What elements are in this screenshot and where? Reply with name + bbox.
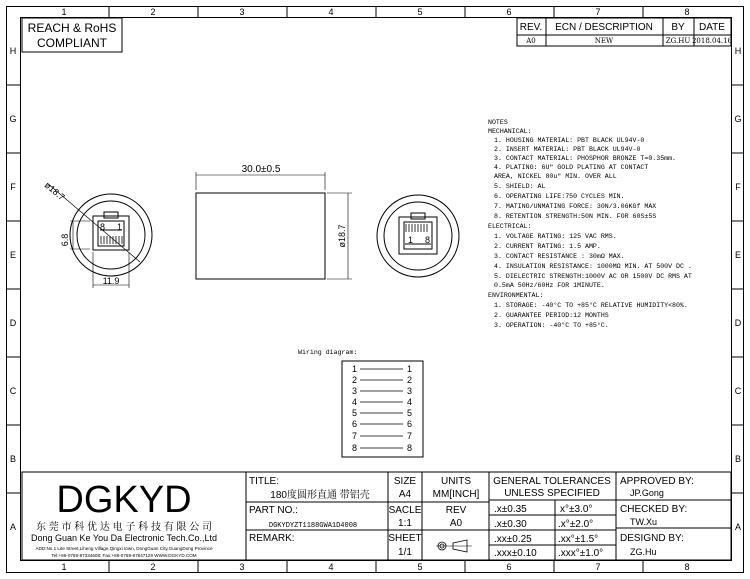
title-label: TITLE: — [249, 476, 280, 487]
tolerance-linear: .x±0.35 — [494, 504, 527, 515]
row-label-right: H — [734, 46, 742, 56]
note-line: AREA, NICKEL 80u" MIN. OVER ALL — [494, 173, 617, 180]
tolerance-angular: .xx°±1.5° — [558, 534, 599, 545]
col-label-bottom: 1 — [61, 562, 67, 572]
note-line: MECHANICAL: — [488, 128, 532, 135]
row-label-right: F — [735, 182, 741, 192]
col-label-top: 3 — [239, 7, 245, 17]
company-name-en: Dong Guan Ke You Da Electronic Tech.Co.,Ltd — [31, 533, 217, 543]
pin-label-left: 8 — [100, 222, 106, 232]
wiring-title: Wiring diagram: — [298, 349, 358, 356]
wire-pin-right: 8 — [407, 443, 413, 453]
projection-symbol-icon — [436, 540, 472, 552]
company-logo: DGKYD — [56, 479, 192, 521]
note-line: 4. INSULATION RESISTANCE: 1000MΩ MIN. AT 500V DC . — [494, 263, 692, 270]
wire-pin-right: 1 — [407, 364, 413, 374]
designed-value: ZG.Hu — [630, 547, 657, 557]
part-label: PART NO.: — [249, 505, 298, 516]
wire-pin-left: 5 — [352, 408, 358, 418]
rev-header: REV. — [519, 22, 543, 33]
date-cell: 2018.04.16 — [691, 37, 733, 45]
tolerance-linear: .xxx±0.10 — [494, 548, 537, 559]
note-line: ENVIRONMENTAL: — [488, 292, 544, 299]
company-name-cn: 东 莞 市 科 优 达 电 子 科 技 有 限 公 司 — [35, 522, 213, 533]
col-label-bottom: 7 — [595, 562, 601, 572]
note-line: 5. SHIELD: AL — [494, 183, 546, 190]
col-label-bottom: 4 — [328, 562, 334, 572]
notes-block — [488, 119, 692, 329]
note-line: 3. CONTACT RESISTANCE : 30mΩ MAX. — [494, 253, 625, 260]
company-address: ADD:No.1 Lite Street,Liheng Village,Qingxi town, DongGuan City,GuangDong Province — [35, 546, 213, 551]
row-label-left: H — [9, 46, 17, 56]
rev-cell: A0 — [526, 37, 536, 45]
col-label-bottom: 3 — [239, 562, 245, 572]
by-cell: ZG.HU — [665, 37, 691, 45]
wire-pin-right: 4 — [407, 397, 413, 407]
compliance-line1: REACH & RoHS — [27, 21, 117, 35]
wire-pin-left: 1 — [352, 364, 358, 374]
approved-value: JP.Gong — [630, 488, 664, 498]
units-value: MM[INCH] — [432, 489, 480, 500]
row-label-right: A — [734, 522, 742, 532]
rev-value: A0 — [449, 518, 463, 529]
row-label-left: F — [10, 182, 16, 192]
tolerance-angular: .x°±2.0° — [558, 519, 594, 530]
front-height-label: 6.8 — [60, 233, 70, 247]
rear-pin-label-left: 1 — [408, 235, 414, 245]
row-label-right: B — [734, 454, 742, 464]
title-block — [22, 472, 731, 560]
tolerance-linear: .x±0.30 — [494, 519, 527, 530]
scale-label: SACLE — [388, 505, 422, 516]
compliance-box — [22, 18, 122, 52]
wire-pin-left: 6 — [352, 419, 358, 429]
tolerance-title: GENERAL TOLERANCES — [493, 476, 611, 487]
col-label-bottom: 6 — [506, 562, 512, 572]
wire-pin-left: 7 — [352, 431, 358, 441]
note-line: 1. VOLTAGE RATING: 125 VAC RMS. — [494, 233, 617, 240]
side-diameter-label: ø18.7 — [337, 224, 347, 248]
approved-label: APPROVED BY: — [620, 476, 694, 487]
title-value: 180度圆形直通 带铝壳 — [270, 490, 370, 501]
note-line: 7. MATING/UNMATING FORCE: 30N/3.06KGf MAX — [494, 203, 657, 210]
wire-pin-right: 2 — [407, 375, 413, 385]
note-line: NOTES — [488, 119, 508, 126]
row-label-left: C — [9, 386, 17, 396]
tolerance-linear: .xx±0.25 — [494, 534, 532, 545]
note-line: ELECTRICAL: — [488, 223, 532, 230]
ecn-header: ECN / DESCRIPTION — [555, 22, 653, 33]
side-length-label: 30.0±0.5 — [241, 164, 281, 175]
note-line: 2. GUARANTEE PERIOD:12 MONTHS — [494, 312, 609, 319]
row-label-left: E — [9, 250, 17, 260]
size-value: A4 — [398, 489, 412, 500]
wire-pin-left: 4 — [352, 397, 358, 407]
tolerance-subtitle: UNLESS SPECIFIED — [504, 488, 600, 499]
note-line: 3. CONTACT MATERIAL: PHOSPHOR BRONZE T=0.35mm. — [494, 155, 677, 162]
date-header: DATE — [699, 22, 725, 33]
col-label-top: 6 — [506, 7, 512, 17]
remark-label: REMARK: — [249, 533, 295, 544]
col-label-top: 5 — [417, 7, 423, 17]
part-value: DGKYDYZT1188GWA1D4008 — [268, 522, 358, 530]
row-label-right: D — [734, 318, 742, 328]
row-label-right: C — [734, 386, 742, 396]
compliance-line2: COMPLIANT — [36, 36, 108, 50]
wire-pin-right: 3 — [407, 386, 413, 396]
col-label-bottom: 2 — [150, 562, 156, 572]
front-diameter-label: ø18.7 — [42, 179, 67, 203]
col-label-bottom: 8 — [684, 562, 690, 572]
row-label-left: D — [9, 318, 17, 328]
col-label-bottom: 5 — [417, 562, 423, 572]
ecn-cell: NEW — [594, 37, 614, 45]
note-line: 3. OPERATION: -40°C TO +85°C. — [494, 322, 609, 329]
checked-value: TW.Xu — [630, 517, 658, 527]
col-label-top: 2 — [150, 7, 156, 17]
wire-pin-right: 6 — [407, 419, 413, 429]
checked-label: CHECKED BY: — [620, 504, 688, 515]
note-line: 6. OPERATING LIFE:750 CYCLES MIN. — [494, 193, 625, 200]
tolerance-angular: x°±3.0° — [560, 504, 593, 515]
rear-view — [377, 195, 459, 277]
revision-table — [517, 18, 733, 46]
company-phone: Tel:+86-0769-87334608; Fax:+86-0769-87847129 WWW.DGKYD.COM — [51, 553, 197, 558]
note-line: 1. STORAGE: -40°C TO +85°C RELATIVE HUMIDITY<80%. — [494, 302, 688, 309]
row-label-left: B — [9, 454, 17, 464]
wire-pin-left: 3 — [352, 386, 358, 396]
note-line: 0.5mA 50Hz/60Hz FOR 1MINUTE. — [494, 282, 605, 289]
note-line: 1. HOUSING MATERIAL: PBT BLACK UL94V-0 — [494, 137, 645, 144]
rev-label: REV — [445, 505, 467, 516]
row-label-left: A — [9, 522, 17, 532]
note-line: 2. INSERT MATERIAL: PBT BLACK UL94V-0 — [494, 146, 641, 153]
col-label-top: 4 — [328, 7, 334, 17]
pin-label-right: 1 — [117, 222, 123, 232]
wire-pin-right: 5 — [407, 408, 413, 418]
scale-value: 1:1 — [398, 518, 412, 529]
size-label: SIZE — [393, 476, 417, 487]
wire-pin-left: 2 — [352, 375, 358, 385]
side-view — [196, 172, 352, 279]
note-line: 2. CURRENT RATING: 1.5 AMP. — [494, 243, 601, 250]
col-label-top: 8 — [684, 7, 690, 17]
units-label: UNITS — [441, 476, 471, 487]
rear-pin-label-right: 8 — [425, 235, 431, 245]
wiring-diagram — [342, 361, 423, 457]
note-line: 8. RETENTION STRENGTH:50N MIN. FOR 60S±5S — [494, 213, 657, 220]
row-label-left: G — [9, 114, 17, 124]
wire-pin-left: 8 — [352, 443, 358, 453]
col-label-top: 7 — [595, 7, 601, 17]
sheet-label: SHEET — [388, 533, 422, 544]
row-label-right: G — [734, 114, 742, 124]
tolerance-angular: .xxx°±1.0° — [558, 548, 604, 559]
by-header: BY — [671, 22, 685, 33]
col-label-top: 1 — [61, 7, 67, 17]
note-line: 5. DIELECTRIC STRENGTH:1000V AC OR 1500V DC RMS AT — [494, 273, 692, 280]
wire-pin-right: 7 — [407, 431, 413, 441]
front-width-label: 11.9 — [102, 276, 120, 286]
note-line: 4. PLATING: 6U" GOLD PLATING AT CONTACT — [494, 164, 649, 171]
designed-label: DESIGND BY: — [620, 533, 684, 544]
row-label-right: E — [734, 250, 742, 260]
sheet-value: 1/1 — [398, 547, 412, 558]
